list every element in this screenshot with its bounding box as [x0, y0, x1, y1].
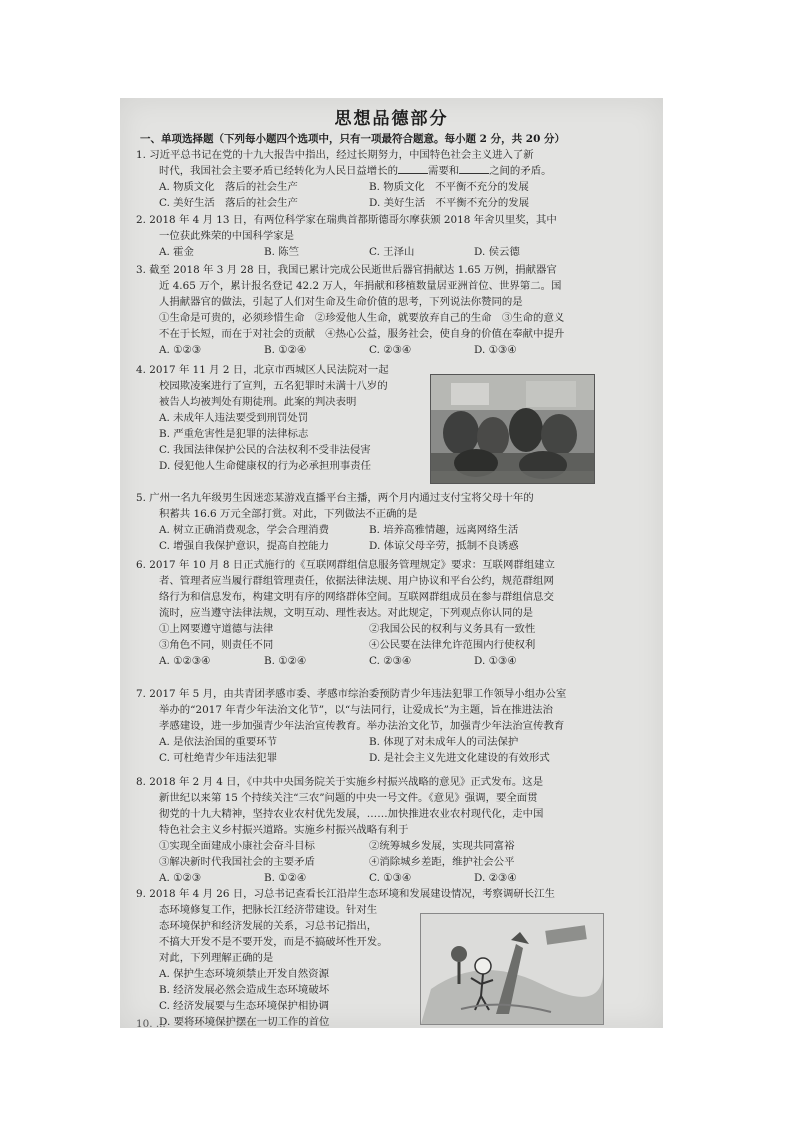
option-d[interactable]: D. ①③④	[474, 655, 517, 667]
option-d[interactable]: D. 美好生活 不平衡不充分的发展	[369, 197, 530, 209]
option-list	[136, 179, 651, 211]
option-list	[136, 870, 651, 886]
question-stem-line: 不搞大开发不是不要开发，而是不搞破坏性开发。	[159, 936, 388, 948]
question-6	[136, 557, 651, 669]
question-stem-line: 孝感建设，进一步加强青少年法治宣传教育。举办法治文化节，加强青少年法治宣传教育	[159, 720, 565, 732]
statement-list	[136, 838, 651, 870]
question-stem-line: 一位获此殊荣的中国科学家是	[159, 230, 295, 242]
answer-blank	[398, 164, 428, 174]
section-heading: 一、单项选择题（下列每小题四个选项中，只有一项最符合题意。每小题 2 分，共 20 分）	[140, 133, 566, 145]
option-a[interactable]: A. 树立正确消费观念，学会合理消费	[159, 524, 329, 536]
option-b[interactable]: B. ①②④	[264, 655, 307, 667]
statement-1: ①实现全面建成小康社会奋斗目标	[159, 840, 315, 852]
statement-3: ③角色不同，则责任不同	[159, 639, 274, 651]
option-c[interactable]: C. 王泽山	[369, 246, 415, 258]
option-a[interactable]: A. 保护生态环境须禁止开发自然资源	[159, 968, 329, 980]
question-stem-line: 者、管理者应当履行群组管理责任，依据法律法规、用户协议和平台公约，规范群组网	[159, 575, 554, 587]
question-stem-line: 2. 2018 年 4 月 13 日，有两位科学家在瑞典首都斯德哥尔摩获颁 2018 年舍贝里奖，其中	[136, 214, 557, 226]
option-a[interactable]: A. 霍金	[159, 246, 194, 258]
exam-paper-sheet	[120, 98, 663, 1028]
answer-blank	[459, 164, 489, 174]
question-stem-line: 特色社会主义乡村振兴道路。实施乡村振兴战略有利于	[159, 824, 409, 836]
question-stem-line: 态环境修复工作，把脉长江经济带建设。针对生	[159, 904, 378, 916]
question-stem-line: 彻党的十九大精神，坚持农业农村优先发展，……加快推进农业农村现代化，走中国	[159, 808, 544, 820]
statement-4: ④消除城乡差距，维护社会公平	[369, 856, 515, 868]
option-c[interactable]: C. 经济发展要与生态环境保护相协调	[159, 1000, 330, 1012]
question-stem-line: 不在于长短，而在于对社会的贡献 ④热心公益，服务社会，使自身的价值在奉献中提升	[159, 328, 565, 340]
question-stem-line: 新世纪以来第 15 个持续关注“三农”问题的中央一号文件。《意见》强调，要全面贯	[159, 792, 538, 804]
option-c[interactable]: C. 美好生活 落后的社会生产	[159, 197, 298, 209]
question-5	[136, 490, 651, 554]
question-2	[136, 212, 651, 260]
question-stem-line: 9. 2018 年 4 月 26 日，习总书记查看长江沿岸生态环境和发展建设情况，考察调研长江生	[136, 888, 555, 900]
question-stem-line: 4. 2017 年 11 月 2 日，北京市西城区人民法院对一起	[136, 364, 389, 376]
cartoon-illustration	[420, 913, 604, 1025]
question-3	[136, 262, 651, 358]
question-stem-line: 络行为和信息发布，构建文明有序的网络群体空间。互联网群组成员在参与群组信息交	[159, 591, 554, 603]
question-stem-line: 校园欺凌案进行了宣判，五名犯罪时未满十八岁的	[159, 380, 388, 392]
question-stem-line: 6. 2017 年 10 月 8 日正式施行的《互联网群组信息服务管理规定》要求：互联网群组建立	[136, 559, 555, 571]
statement-2: ②统筹城乡发展，实现共同富裕	[369, 840, 515, 852]
option-d[interactable]: D. ①③④	[474, 344, 517, 356]
question-stem-line: ①生命是可贵的，必须珍惜生命 ②珍爱他人生命，就要放弃自己的生命 ③生命的意义	[159, 312, 565, 324]
question-stem-line: 3. 截至 2018 年 3 月 28 日，我国已累计完成公民逝世后器官捐献达 1.65 万例，捐献器官	[136, 264, 557, 276]
option-b[interactable]: B. ①②④	[264, 872, 307, 884]
question-stem-line: 流时，应当遵守法律法规，文明互动、理性表达。对此规定，下列观点你认同的是	[159, 607, 534, 619]
option-a[interactable]: A. 物质文化 落后的社会生产	[159, 181, 298, 193]
option-d[interactable]: D. 侯云德	[474, 246, 520, 258]
option-d[interactable]: D. 是社会主义先进文化建设的有效形式	[369, 752, 550, 764]
option-list	[136, 342, 651, 358]
statement-list	[136, 621, 651, 653]
page-title: 思想品德部分	[334, 109, 449, 129]
question-stem-line: 积蓄共 16.6 万元全部打赏。对此，下列做法不正确的是	[159, 508, 418, 520]
statement-1: ①上网要遵守道德与法律	[159, 623, 274, 635]
option-c[interactable]: C. 我国法律保护公民的合法权利不受非法侵害	[159, 444, 371, 456]
option-b[interactable]: B. 体现了对未成年人的司法保护	[369, 736, 519, 748]
option-b[interactable]: B. 物质文化 不平衡不充分的发展	[369, 181, 529, 193]
option-list	[136, 734, 651, 766]
option-a[interactable]: A. 是依法治国的重要环节	[159, 736, 278, 748]
option-d[interactable]: D. 体谅父母辛劳，抵制不良诱惑	[369, 540, 519, 552]
option-c[interactable]: C. 可杜绝青少年违法犯罪	[159, 752, 278, 764]
question-stem-line: 7. 2017 年 5 月，由共青团孝感市委、孝感市综治委预防青少年违法犯罪工作领导小组办公室	[136, 688, 567, 700]
option-a[interactable]: A. 未成年人违法要受到刑罚处罚	[159, 412, 309, 424]
question-stem-line: 8. 2018 年 2 月 4 日，《中共中央国务院关于实施乡村振兴战略的意见》正式发布。这是	[136, 776, 544, 788]
option-a[interactable]: A. ①②③	[159, 872, 202, 884]
statement-4: ④公民要在法律允许范围内行使权利	[369, 639, 536, 651]
question-10-partial	[136, 1016, 651, 1028]
option-b[interactable]: B. 严重危害性是犯罪的法律标志	[159, 428, 309, 440]
question-stem-line: 近 4.65 万个，累计报名登记 42.2 万人，年捐献和移植数量居亚洲首位、世界第二。国	[159, 280, 562, 292]
courtroom-photo-image	[431, 375, 594, 483]
option-b[interactable]: B. 陈竺	[264, 246, 300, 258]
question-7	[136, 686, 651, 766]
question-stem-line: 人捐献器官的做法，引起了人们对生命及生命价值的思考，下列说法你赞同的是	[159, 296, 523, 308]
option-b[interactable]: B. 培养高雅情趣，远离网络生活	[369, 524, 519, 536]
question-stem-line: 5. 广州一名九年级男生因迷恋某游戏直播平台主播，两个月内通过支付宝将父母十年的	[136, 492, 534, 504]
option-list	[136, 653, 651, 669]
question-8	[136, 774, 651, 886]
question-stem-line: 举办的“2017 年青少年法治文化节”，以“与法同行，让爱成长”为主题，旨在推进法治	[159, 704, 553, 716]
option-b[interactable]: B. ①②④	[264, 344, 307, 356]
option-c[interactable]: C. 增强自我保护意识，提高自控能力	[159, 540, 330, 552]
option-d[interactable]: D. ②③④	[474, 872, 517, 884]
option-b[interactable]: B. 经济发展必然会造成生态环境破坏	[159, 984, 330, 996]
question-stem-line: 时代，我国社会主要矛盾已经转化为人民日益增长的 需要和 之间的矛盾。	[159, 165, 552, 177]
option-c[interactable]: C. ①③④	[369, 872, 412, 884]
question-stem-line: 1. 习近平总书记在党的十九大报告中指出，经过长期努力，中国特色社会主义进入了新	[136, 149, 534, 161]
cut-off-line: 10. ...	[136, 1018, 166, 1028]
question-stem-line: 被告人均被判处有期徒刑。此案的判决表明	[159, 396, 357, 408]
option-a[interactable]: A. ①②③④	[159, 655, 211, 667]
statement-3: ③解决新时代我国社会的主要矛盾	[159, 856, 315, 868]
option-list	[136, 522, 651, 554]
question-stem-line: 态环境保护和经济发展的关系，习总书记指出，	[159, 920, 378, 932]
option-a[interactable]: A. ①②③	[159, 344, 202, 356]
option-list	[136, 244, 651, 260]
statement-2: ②我国公民的权利与义务具有一致性	[369, 623, 536, 635]
question-stem-line: 对此，下列理解正确的是	[159, 952, 274, 964]
option-c[interactable]: C. ②③④	[369, 655, 412, 667]
option-d[interactable]: D. 侵犯他人生命健康权的行为必承担刑事责任	[159, 460, 371, 472]
option-c[interactable]: C. ②③④	[369, 344, 412, 356]
courtroom-photo	[430, 374, 595, 484]
cartoon-image	[421, 914, 603, 1024]
option-d[interactable]: D. 要将环境保护摆在一切工作的首位	[159, 1016, 330, 1028]
question-1	[136, 147, 651, 211]
